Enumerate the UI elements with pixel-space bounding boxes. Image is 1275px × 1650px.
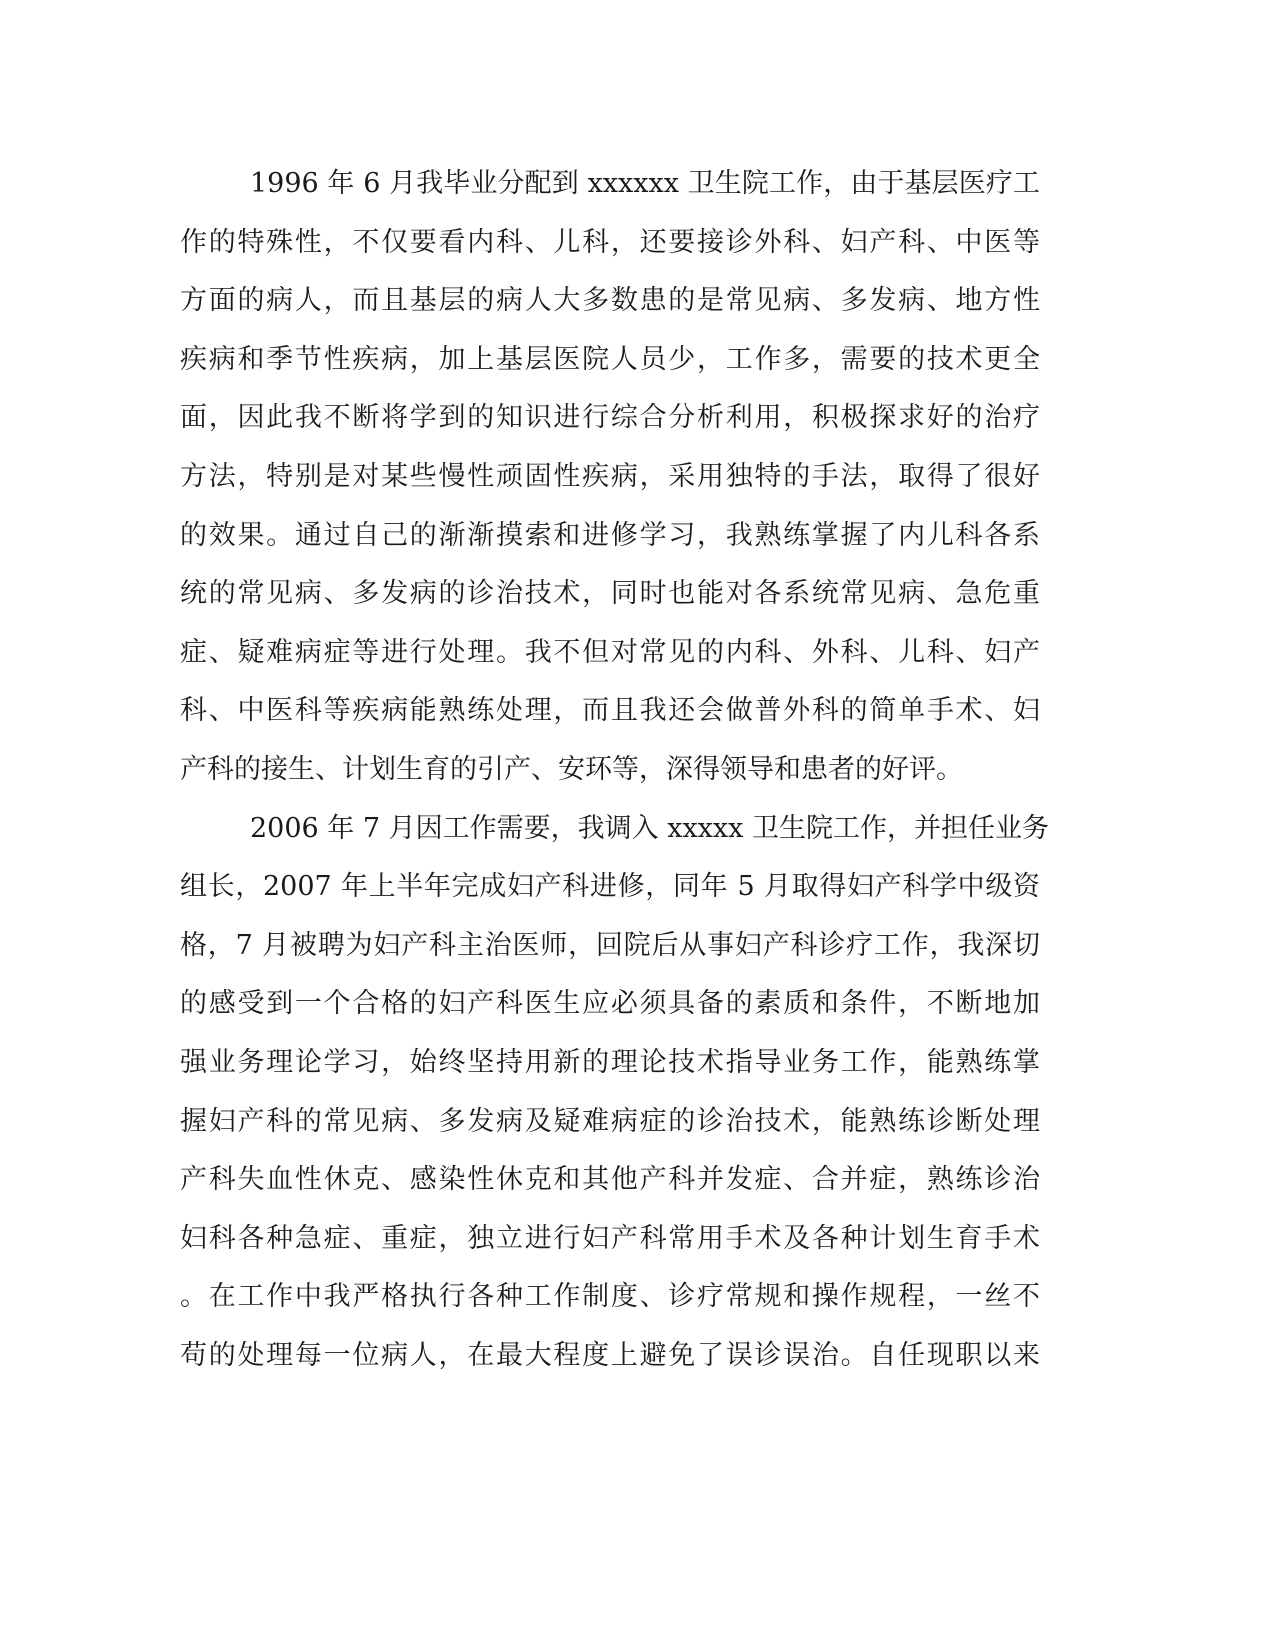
text-line: 统的常见病、多发病的诊治技术，同时也能对各系统常见病、急危重 <box>180 578 1040 610</box>
text-line: 妇科各种急症、重症，独立进行妇产科常用手术及各种计划生育手术 <box>180 1222 1040 1254</box>
text-line: 症、疑难病症等进行处理。我不但对常见的内科、外科、儿科、妇产 <box>180 636 1040 668</box>
text-line: 。在工作中我严格执行各种工作制度、诊疗常规和操作规程，一丝不 <box>180 1281 1040 1313</box>
text-line: 产科的接生、计划生育的引产、安环等，深得领导和患者的好评。 <box>180 753 963 785</box>
body-text <box>180 155 1049 1385</box>
text-line: 1996 年 6 月我毕业分配到 xxxxxx 卫生院工作，由于基层医疗工 <box>250 168 1040 199</box>
text-line: 强业务理论学习，始终坚持用新的理论技术指导业务工作，能熟练掌 <box>180 1046 1040 1078</box>
text-line: 科、中医科等疾病能熟练处理，而且我还会做普外科的简单手术、妇 <box>180 695 1040 727</box>
text-line: 面，因此我不断将学到的知识进行综合分析利用，积极探求好的治疗 <box>180 402 1040 434</box>
text-line: 苟的处理每一位病人，在最大程度上避免了误诊误治。自任现职以来 <box>180 1339 1040 1371</box>
text-line: 疾病和季节性疾病，加上基层医院人员少，工作多，需要的技术更全 <box>180 343 1040 375</box>
text-line: 方法，特别是对某些慢性顽固性疾病，采用独特的手法，取得了很好 <box>180 460 1040 492</box>
text-line: 握妇产科的常见病、多发病及疑难病症的诊治技术，能熟练诊断处理 <box>180 1105 1040 1137</box>
text-line: 2006 年 7 月因工作需要，我调入 xxxxx 卫生院工作，并担任业务 <box>250 812 1049 844</box>
text-line: 组长，2007 年上半年完成妇产科进修，同年 5 月取得妇产科学中级资 <box>180 871 1040 903</box>
text-line: 方面的病人，而且基层的病人大多数患的是常见病、多发病、地方性 <box>180 285 1040 317</box>
text-line: 的感受到一个合格的妇产科医生应必须具备的素质和条件，不断地加 <box>180 988 1040 1020</box>
paragraph-2 <box>180 800 1049 1386</box>
text-line: 作的特殊性，不仅要看内科、儿科，还要接诊外科、妇产科、中医等 <box>180 226 1040 258</box>
text-line: 的效果。通过自己的渐渐摸索和进修学习，我熟练掌握了内儿科各系 <box>180 519 1040 551</box>
paragraph-1 <box>180 155 1040 800</box>
text-line: 格，7 月被聘为妇产科主治医师，回院后从事妇产科诊疗工作，我深切 <box>180 929 1040 961</box>
text-line: 产科失血性休克、感染性休克和其他产科并发症、合并症，熟练诊治 <box>180 1164 1040 1196</box>
